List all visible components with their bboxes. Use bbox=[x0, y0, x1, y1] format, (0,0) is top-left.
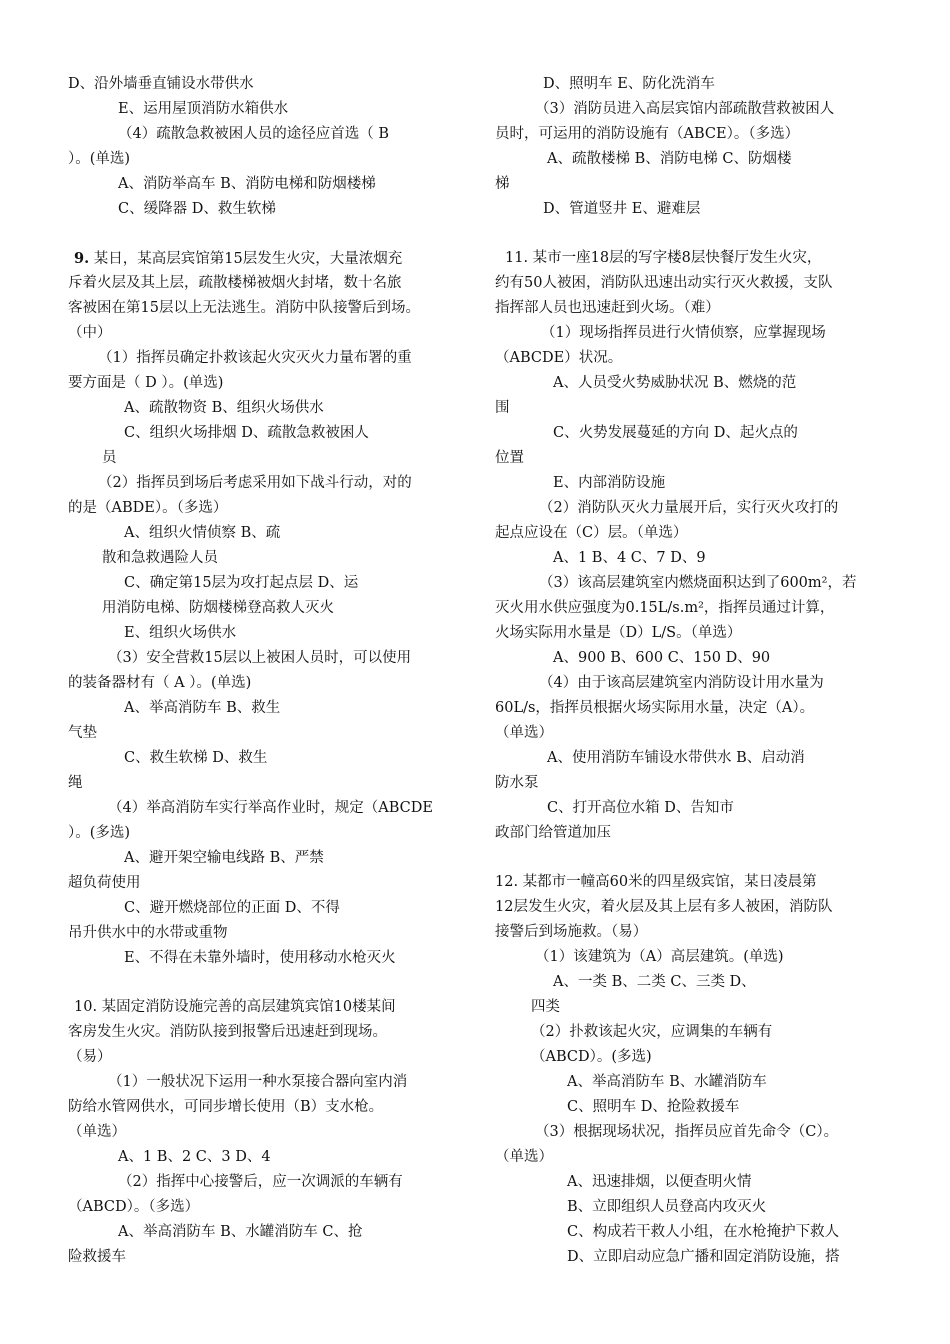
q10-sub3-line2: 员时，可运用的消防设施有（ABCE）。（多选） bbox=[495, 126, 800, 142]
q10-sub1-line3: （单选） bbox=[68, 1124, 126, 1140]
q9-sub1-options-ab: A、疏散物资 B、组织火场供水 bbox=[124, 400, 324, 416]
q9-sub2-line1: （2）指挥员到场后考虑采用如下战斗行动，对的 bbox=[98, 475, 412, 491]
q9-stem-line1 bbox=[68, 246, 462, 271]
q9-sub2-options-cd: C、确定第15层为攻打起点层 D、运 bbox=[124, 575, 359, 591]
q12-sub2-line1: （2）扑救该起火灾，应调集的车辆有 bbox=[531, 1024, 773, 1040]
q9-stem-line1-text: 某日，某高层宾馆第15层发生火灾，大量浓烟充 bbox=[93, 251, 403, 267]
q9-number: 9. bbox=[74, 250, 90, 267]
q10-sub1-line2: 防给水管网供水，可同步增长使用（B）支水枪。 bbox=[68, 1099, 384, 1115]
q11-sub4-options-cd: C、打开高位水箱 D、告知市 bbox=[547, 800, 734, 816]
q9-sub1-line2: 要方面是（ D ）。(单选) bbox=[68, 375, 224, 391]
q11-sub1-options-cd: C、火势发展蔓延的方向 D、起火点的 bbox=[553, 425, 798, 441]
q11-stem-line1: 11. 某市一座18层的写字楼8层快餐厅发生火灾， bbox=[505, 250, 822, 266]
q11-sub3-options: A、900 B、600 C、150 D、90 bbox=[553, 650, 771, 666]
q11-sub4-line2: 60L/s，指挥员根据火场实际用水量，决定（A）。 bbox=[495, 700, 815, 716]
q12-sub1-options: A、一类 B、二类 C、三类 D、 bbox=[553, 974, 756, 990]
q11-sub1-line2: （ABCDE）状况。 bbox=[495, 350, 623, 366]
q9-sub3-options-cd: C、救生软梯 D、救生 bbox=[124, 750, 268, 766]
right-column bbox=[495, 72, 888, 1270]
q10-sub2-options-wrap: 险救援车 bbox=[68, 1249, 126, 1265]
q11-stem-line3: 指挥部人员也迅速赶到火场。（难） bbox=[495, 300, 720, 316]
q9-sub2-options-ab-wrap: 散和急救遇险人员 bbox=[102, 550, 218, 566]
q8-option-d: D、沿外墙垂直铺设水带供水 bbox=[68, 76, 254, 92]
q10-sub2-line2: （ABCD）。（多选） bbox=[68, 1199, 200, 1215]
q11-sub3-line2: 灭火用水供应强度为0.15L/s.m²，指挥员通过计算， bbox=[495, 600, 835, 616]
q10-stem-line1: 10. 某固定消防设施完善的高层建筑宾馆10楼某间 bbox=[74, 999, 396, 1015]
q9-sub4-line1: （4）举高消防车实行举高作业时，规定（ABCDE bbox=[108, 800, 433, 816]
q12-sub1-line1: （1）该建筑为（A）高层建筑。(单选) bbox=[535, 949, 784, 965]
q9-sub4-line2: ）。(多选) bbox=[68, 825, 131, 841]
q12-sub3-option-d: D、立即启动应急广播和固定消防设施，搭 bbox=[567, 1249, 840, 1265]
q11-sub1-line1: （1）现场指挥员进行火情侦察，应掌握现场 bbox=[541, 325, 826, 341]
q9-sub2-line2: 的是（ABDE）。（多选） bbox=[68, 500, 228, 516]
q8-sub4-options-cd: C、缓降器 D、救生软梯 bbox=[118, 201, 276, 217]
q12-stem-line3: 接警后到场施救。（易） bbox=[495, 924, 648, 940]
q10-sub2-options-abc: A、举高消防车 B、水罐消防车 C、抢 bbox=[118, 1224, 363, 1240]
q9-sub1-options-cd: C、组织火场排烟 D、疏散急救被困人 bbox=[124, 425, 369, 441]
q9-sub1-line1: （1）指挥员确定扑救该起火灾灭火力量布署的重 bbox=[98, 350, 412, 366]
q11-sub1-option-e: E、内部消防设施 bbox=[553, 475, 666, 491]
q11-sub4-line3: （单选） bbox=[495, 725, 553, 741]
q9-sub4-options-ab: A、避开架空输电线路 B、严禁 bbox=[124, 850, 324, 866]
q10-options-de: D、照明车 E、防化洗消车 bbox=[543, 76, 715, 92]
q11-sub1-options-cd-wrap: 位置 bbox=[495, 450, 524, 466]
q9-sub4-option-e: E、不得在未靠外墙时，使用移动水枪灭火 bbox=[124, 950, 396, 966]
q11-sub1-options-ab: A、人员受火势威胁状况 B、燃烧的范 bbox=[553, 375, 797, 391]
q12-sub3-line1: （3）根据现场状况，指挥员应首先命令（C）。 bbox=[535, 1124, 839, 1140]
q12-stem-line1: 12. 某都市一幢高60米的四星级宾馆，某日凌晨第 bbox=[495, 874, 817, 890]
q12-sub2-options-cd: C、照明车 D、抢险救援车 bbox=[567, 1099, 740, 1115]
q9-difficulty: （中） bbox=[68, 325, 112, 341]
q9-sub3-options-ab: A、举高消防车 B、救生 bbox=[124, 700, 281, 716]
q10-sub2-line1: （2）指挥中心接警后，应一次调派的车辆有 bbox=[118, 1174, 403, 1190]
q11-sub2-line2: 起点应设在（C）层。（单选） bbox=[495, 525, 688, 541]
q9-sub3-options-ab-wrap: 气垫 bbox=[68, 725, 97, 741]
q11-stem-line2: 约有50人被困，消防队迅速出动实行灭火救援，支队 bbox=[495, 275, 833, 291]
q9-sub4-options-ab-wrap: 超负荷使用 bbox=[68, 875, 141, 891]
q9-sub3-line1: （3）安全营救15层以上被困人员时，可以使用 bbox=[108, 650, 412, 666]
q10-sub3-options-de: D、管道竖井 E、避难层 bbox=[543, 201, 701, 217]
q8-sub4-options-ab: A、消防举高车 B、消防电梯和防烟楼梯 bbox=[118, 176, 376, 192]
q11-sub2-line1: （2）消防队灭火力量展开后，实行灭火攻打的 bbox=[539, 500, 839, 516]
q10-sub1-options: A、1 B、2 C、3 D、4 bbox=[118, 1149, 271, 1165]
q10-sub3-options-abc: A、疏散楼梯 B、消防电梯 C、防烟楼 bbox=[547, 151, 792, 167]
q12-stem-line2: 12层发生火灾，着火层及其上层有多人被困，消防队 bbox=[495, 899, 833, 915]
q9-sub2-option-e: E、组织火场供水 bbox=[124, 625, 237, 641]
q9-stem-line2: 斥着火层及其上层，疏散楼梯被烟火封堵，数十名旅 bbox=[68, 275, 402, 291]
q8-sub4-line2: ）。(单选) bbox=[68, 151, 131, 167]
q11-sub3-line3: 火场实际用水量是（D）L/S。（单选） bbox=[495, 625, 742, 641]
q9-sub4-options-cd-wrap: 吊升供水中的水带或重物 bbox=[68, 925, 228, 941]
q8-sub4-line1: （4）疏散急救被困人员的途径应首选（ B bbox=[118, 126, 389, 142]
q11-sub4-options-cd-wrap: 政部门给管道加压 bbox=[495, 825, 611, 841]
q10-sub1-line1: （1）一般状况下运用一种水泵接合器向室内消 bbox=[108, 1074, 408, 1090]
q8-option-e: E、运用屋顶消防水箱供水 bbox=[118, 101, 289, 117]
q10-sub3-options-wrap: 梯 bbox=[495, 176, 510, 192]
q9-sub1-options-wrap: 员 bbox=[102, 450, 117, 466]
q11-sub2-options: A、1 B、4 C、7 D、9 bbox=[553, 550, 706, 566]
q10-sub3-line1: （3）消防员进入高层宾馆内部疏散营救被困人 bbox=[535, 101, 835, 117]
q11-sub4-line1: （4）由于该高层建筑室内消防设计用水量为 bbox=[539, 675, 824, 691]
q11-sub4-options-ab: A、使用消防车铺设水带供水 B、启动消 bbox=[547, 750, 805, 766]
q12-sub3-option-a: A、迅速排烟，以便查明火情 bbox=[567, 1174, 752, 1190]
left-column bbox=[68, 72, 462, 1270]
q10-difficulty: （易） bbox=[68, 1049, 112, 1065]
q9-sub3-options-cd-wrap: 绳 bbox=[68, 775, 83, 791]
q12-sub3-line2: （单选） bbox=[495, 1149, 553, 1165]
q12-sub2-options-ab: A、举高消防车 B、水罐消防车 bbox=[567, 1074, 767, 1090]
q9-sub2-options-ab: A、组织火情侦察 B、疏 bbox=[124, 525, 281, 541]
q9-sub2-options-cd-wrap: 用消防电梯、防烟楼梯登高救人灭火 bbox=[102, 600, 334, 616]
q11-sub1-options-ab-wrap: 围 bbox=[495, 400, 510, 416]
q12-sub1-options-wrap: 四类 bbox=[531, 999, 560, 1015]
q12-sub3-option-b: B、立即组织人员登高内攻灭火 bbox=[567, 1199, 767, 1215]
q9-stem-line3: 客被困在第15层以上无法逃生。消防中队接警后到场。 bbox=[68, 300, 420, 316]
q12-sub3-option-c: C、构成若干救人小组，在水枪掩护下救人 bbox=[567, 1224, 840, 1240]
q12-sub2-line2: （ABCD）。(多选) bbox=[531, 1049, 652, 1065]
q10-stem-line2: 客房发生火灾。消防队接到报警后迅速赶到现场。 bbox=[68, 1024, 387, 1040]
q11-sub4-options-ab-wrap: 防水泵 bbox=[495, 775, 539, 791]
q11-sub3-line1: （3）该高层建筑室内燃烧面积达到了600m²，若 bbox=[539, 575, 857, 591]
q9-sub4-options-cd: C、避开燃烧部位的正面 D、不得 bbox=[124, 900, 340, 916]
q9-sub3-line2: 的装备器材有（ A ）。(单选) bbox=[68, 675, 252, 691]
